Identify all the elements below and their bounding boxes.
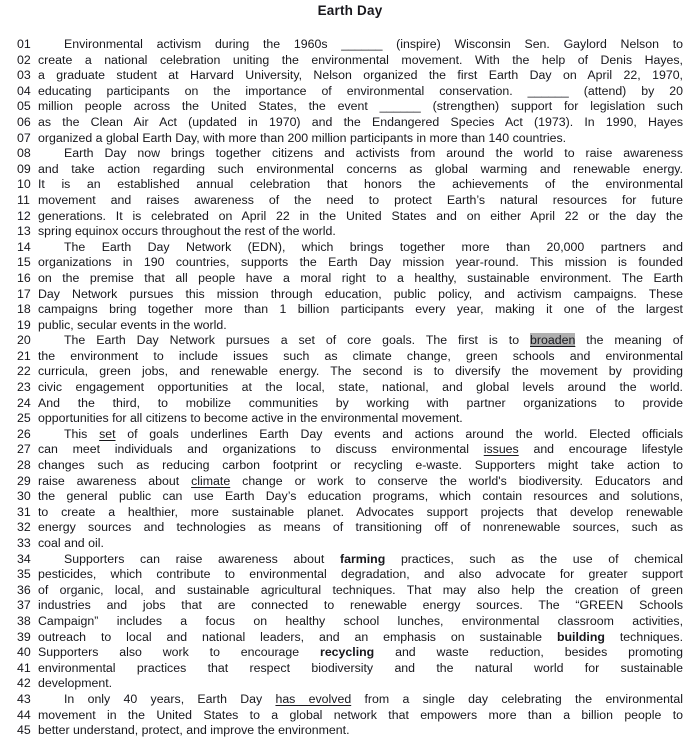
line-number: 41 [17,660,31,675]
text-segment: create a national celebration uniting the environmental movement. With the help of Denis Hayes, [38,52,683,67]
line-text [38,224,683,240]
bold-word: farming [340,551,386,566]
text-line [0,552,700,568]
text-segment: better understand, protect, and improve the environment. [38,723,350,738]
line-number: 07 [17,130,31,145]
line-text [38,287,683,303]
text-segment: movement in the United States to a global network that empowers more than a billion people to [38,707,683,722]
text-segment: can meet individuals and organizations to discuss environmental [38,442,484,457]
text-line [0,583,700,599]
line-number: 45 [17,723,31,738]
text-segment: movement and raises awareness of the need to protect Earth’s natural resources for future [38,192,683,207]
document-body [0,37,700,739]
highlighted-word: broaden [530,333,576,348]
line-text [38,193,683,209]
text-segment: Day Network pursues this mission through education, public policy, and activism campaigns. These [38,286,683,301]
line-text [38,567,683,583]
text-line [0,380,700,396]
line-number: 35 [17,567,31,582]
line-number: 01 [17,37,31,51]
line-text [38,131,683,147]
line-number: 37 [17,598,31,613]
text-segment: million people across the United States, the event ______ (strengthen) support for legislation such [38,99,683,114]
text-segment: the environment to include issues such as climate change, green schools and environmental [38,348,683,363]
text-line [0,520,700,536]
line-text [38,723,683,739]
line-number: 29 [17,473,31,488]
text-line [0,318,700,334]
text-segment: public, secular events in the world. [38,317,227,332]
line-text [38,53,683,69]
text-segment: organizations in 190 countries, supports the Earth Day mission year-round. This mission is founded [38,255,683,270]
text-segment: generations. It is celebrated on April 22 in the United States and on either April 22 or the day the [38,208,683,223]
text-line [0,630,700,646]
text-segment: coal and oil. [38,536,104,550]
line-number: 19 [17,317,31,332]
text-line [0,723,700,739]
line-number: 06 [17,114,31,129]
line-text [38,661,683,677]
line-text [38,380,683,396]
text-segment: Environmental activism during the 1960s ______ (inspire) Wisconsin Sen. Gaylord Nelson to [64,37,683,51]
line-text [38,520,683,536]
text-line [0,131,700,147]
line-text [38,411,683,427]
text-line [0,162,700,178]
text-line [0,411,700,427]
text-segment: civic engagement opportunities at the local, state, national, and global levels around the world. [38,380,683,395]
line-number: 12 [17,208,31,223]
line-number: 09 [17,161,31,176]
text-line [0,333,700,349]
text-segment: development. [38,676,113,691]
text-segment: Earth Day now brings together citizens and activists from around the world to raise awareness [64,146,683,161]
text-line [0,598,700,614]
text-segment: spring equinox occurs throughout the rest of the world. [38,224,336,239]
line-number: 02 [17,52,31,67]
text-segment: And the third, to mobilize communities by working with partner organizations to provide [38,395,683,410]
line-text [38,536,683,552]
line-text [38,552,683,568]
line-text [38,84,683,100]
line-text [38,427,683,443]
text-line [0,255,700,271]
text-line [0,240,700,256]
text-segment: energy sources and technologies as means of transitioning off of nonrenewable sources, such as [38,520,683,535]
line-text [38,240,683,256]
text-line [0,364,700,380]
line-number: 30 [17,489,31,504]
text-segment: techniques. [604,629,683,644]
line-number: 05 [17,99,31,114]
text-line [0,37,700,53]
line-text [38,614,683,630]
line-text [38,318,683,334]
text-line [0,99,700,115]
text-line [0,193,700,209]
line-number: 38 [17,613,31,628]
underlined-word: has evolved [275,691,352,706]
line-text [38,115,683,131]
text-segment: raise awareness about [38,473,192,488]
text-segment: Supporters can raise awareness about [64,551,340,566]
line-text [38,146,683,162]
text-line [0,115,700,131]
line-text [38,162,683,178]
text-line [0,661,700,677]
line-text [38,37,683,53]
line-text [38,505,683,521]
text-segment: educating participants on the importance of environmental conservation. ______ (attend) by 20 [38,83,683,98]
text-line [0,224,700,240]
line-text [38,708,683,724]
line-number: 15 [17,255,31,270]
text-line [0,489,700,505]
line-text [38,99,683,115]
line-number: 39 [17,629,31,644]
text-line [0,692,700,708]
text-line [0,458,700,474]
text-segment: Campaign” includes a focus on healthy school lunches, environmental classroom activities, [38,613,683,628]
text-line [0,302,700,318]
text-line [0,146,700,162]
text-segment: the meaning of [575,333,684,348]
line-number: 26 [17,426,31,441]
text-line [0,567,700,583]
line-number: 40 [17,645,31,660]
text-segment: This [64,426,100,441]
text-segment: The Earth Day Network (EDN), which brings together more than 20,000 partners and [64,239,683,254]
line-number: 08 [17,146,31,161]
text-segment: The Earth Day Network pursues a set of core goals. The first is to [64,333,531,348]
text-segment: on the premise that all people have a moral right to a healthy, sustainable environment. The Earth [38,270,683,285]
text-line [0,474,700,490]
text-segment: changes such as reducing carbon footprint or recycling e-waste. Supporters might take action to [38,458,683,473]
text-line [0,396,700,412]
text-segment: In only 40 years, Earth Day [64,691,276,706]
line-number: 22 [17,364,31,379]
underlined-word: climate [191,473,231,488]
text-segment: It is an established annual celebration that honors the achievements of the environmental [38,177,683,192]
text-line [0,53,700,69]
document-title: Earth Day [317,3,383,18]
line-text [38,458,683,474]
text-segment: and waste reduction, besides promoting [374,645,683,660]
line-text [38,630,683,646]
text-segment: outreach to local and national leaders, and an emphasis on sustainable [38,629,557,644]
text-line [0,271,700,287]
text-line [0,349,700,365]
line-number: 34 [17,551,31,566]
line-number: 23 [17,380,31,395]
line-text [38,255,683,271]
text-line [0,614,700,630]
line-text [38,302,683,318]
text-segment: of goals underlines Earth Day events and actions around the world. Elected officials [115,426,683,441]
line-text [38,396,683,412]
line-number: 31 [17,504,31,519]
text-segment: opportunities for all citizens to become active in the environmental movement. [38,411,463,426]
text-line [0,287,700,303]
line-number: 28 [17,458,31,473]
text-line [0,708,700,724]
text-segment: a graduate student at Harvard University, Nelson organized the first Earth Day on April 22, 1970, [38,68,683,83]
text-segment: as the Clean Air Act (updated in 1970) and the Endangered Species Act (1973). In 1990, Hayes [38,114,683,129]
line-text [38,68,683,84]
line-number: 17 [17,286,31,301]
text-line [0,84,700,100]
underlined-word: set [99,426,116,441]
line-text [38,692,683,708]
text-segment: pesticides, which contribute to environmental degradation, and also advocate for greater support [38,567,683,582]
line-number: 03 [17,68,31,83]
line-number: 20 [17,333,31,348]
text-line [0,427,700,443]
text-segment: environmental practices that respect biodiversity and the natural world for sustainable [38,660,683,675]
line-text [38,271,683,287]
text-segment: and encourage lifestyle [518,442,683,457]
line-text [38,333,683,349]
line-number: 43 [17,691,31,706]
text-segment: and take action regarding such environmental concerns as global warming and renewable energy. [38,161,683,176]
text-line [0,442,700,458]
text-segment: change or work to conserve the world's biodiversity. Educators and [230,473,683,488]
text-segment: campaigns bring together more than 1 billion participants every year, making it one of the largest [38,302,683,317]
line-number: 44 [17,707,31,722]
line-number: 18 [17,302,31,317]
line-number: 24 [17,395,31,410]
line-number: 33 [17,536,31,550]
line-text [38,442,683,458]
text-segment: industries and jobs that are connected to renewable energy sources. The “GREEN Schools [38,598,683,613]
text-segment: curricula, green jobs, and renewable energy. The second is to diversify the movement by providing [38,364,683,379]
text-segment: the general public can use Earth Day’s education programs, which contain resources and solutions, [38,489,683,504]
line-number: 21 [17,348,31,363]
line-text [38,474,683,490]
line-number: 32 [17,520,31,535]
line-text [38,676,683,692]
line-text [38,583,683,599]
line-number: 14 [17,239,31,254]
text-line [0,177,700,193]
text-line [0,645,700,661]
text-line [0,676,700,692]
line-number: 36 [17,582,31,597]
bold-word: building [556,629,605,644]
line-number: 42 [17,676,31,691]
line-number: 16 [17,270,31,285]
text-line [0,209,700,225]
text-segment: to create a healthier, more sustainable planet. Advocates support projects that develop renewable [38,504,683,519]
line-text [38,177,683,193]
line-number: 10 [17,177,31,192]
line-number: 25 [17,411,31,426]
line-text [38,364,683,380]
line-text [38,349,683,365]
line-number: 04 [17,83,31,98]
text-line [0,505,700,521]
text-line [0,536,700,552]
line-number: 11 [17,192,30,207]
line-number: 13 [17,224,31,239]
text-segment: organized a global Earth Day, with more than 200 million participants in more than 140 countries. [38,130,567,145]
text-segment: practices, such as the use of chemical [385,551,683,566]
line-number: 27 [17,442,31,457]
line-text [38,598,683,614]
text-segment: from a single day celebrating the environmental [351,691,683,706]
line-text [38,489,683,505]
bold-word: recycling [320,645,375,660]
text-segment: Supporters also work to encourage [38,645,321,660]
text-line [0,68,700,84]
line-text [38,645,683,661]
text-segment: of organic, local, and sustainable agricultural techniques. That may also help the creation of green [38,582,683,597]
line-text [38,209,683,225]
underlined-word: issues [483,442,519,457]
